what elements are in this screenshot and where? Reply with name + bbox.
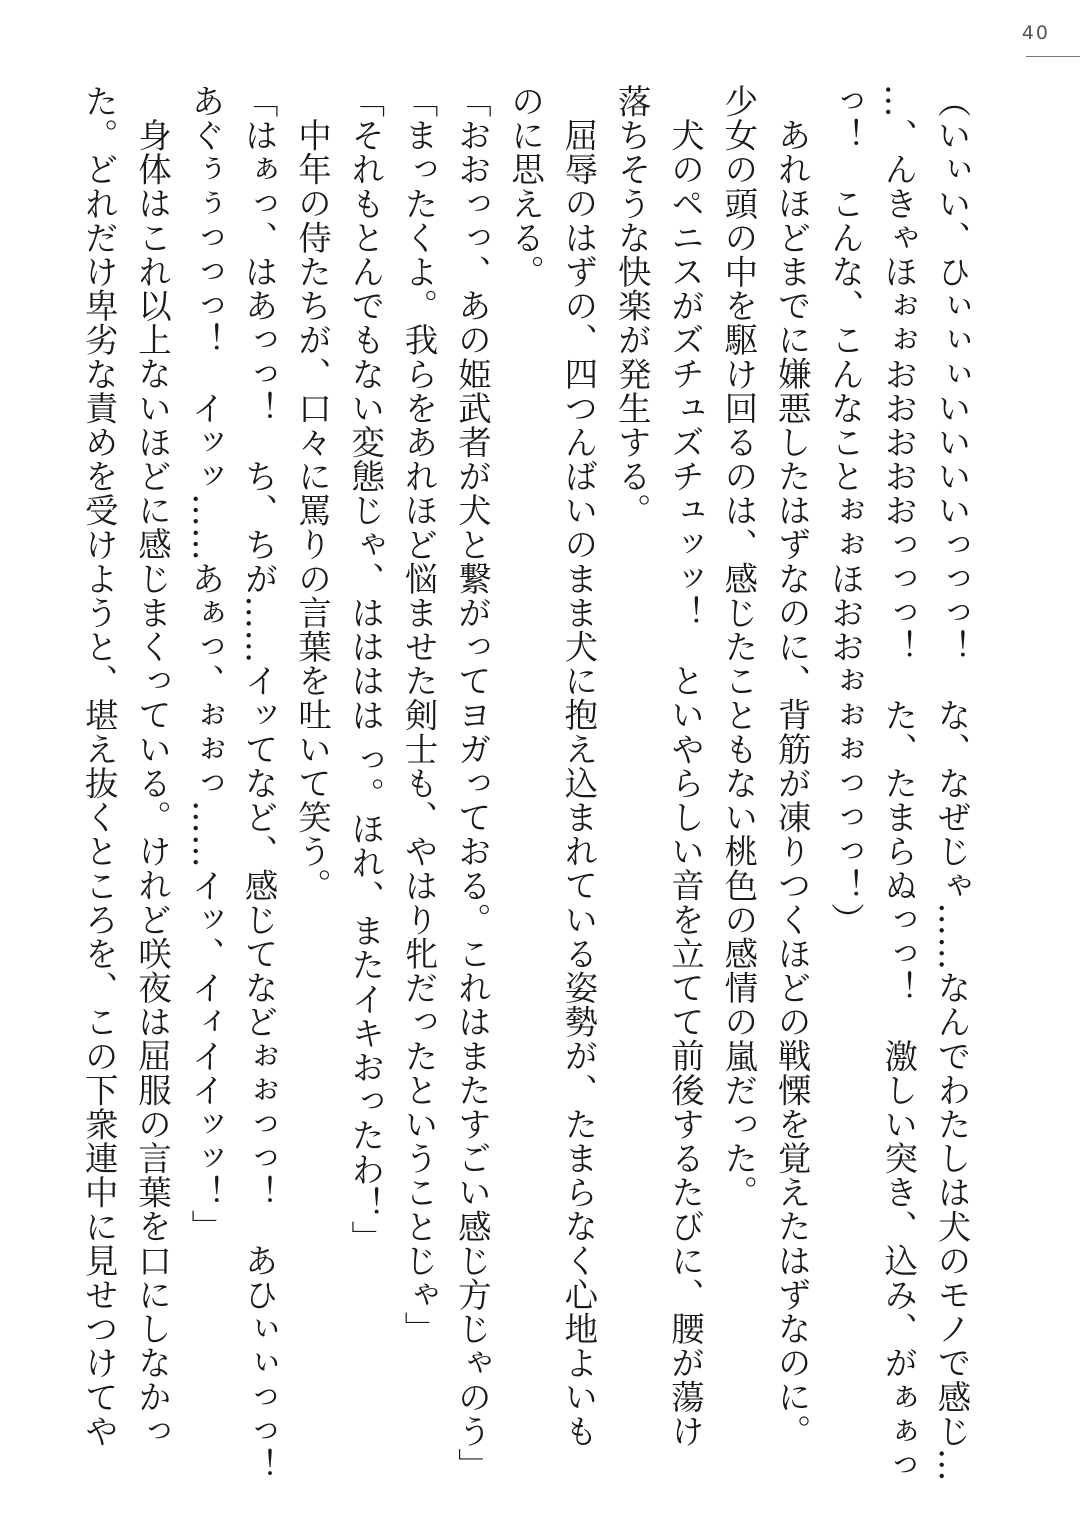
text-line: …、んきゃほぉぉおおおおおっっっ！ た、たまらぬっっ！ 激しい突き、込み、がぁぁっ <box>878 84 918 1483</box>
text-line: 中年の侍たちが、口々に罵りの言葉を吐いて笑う。 <box>292 117 332 902</box>
text-line: あれほどまでに嫌悪したはずなのに、背筋が凍りつくほどの戦慄を覚えたはずなのに。 <box>772 117 812 1448</box>
vertical-text-body <box>79 84 978 1483</box>
text-line: （いぃい、ひぃぃぃいいいいっっっ！ な、なぜじゃ……なんでわたしは犬のモノで感じ… <box>932 84 971 1483</box>
text-line: 「はぁっ、はあっっ！ ち、ちが……イッてなど、感じてなどぉぉっっ！ あひぃぃっっ！ <box>239 84 279 1483</box>
page-number: 40 <box>1021 22 1050 44</box>
text-line: 屈辱のはずの、四つんばいのまま犬に抱え込まれている姿勢が、たまらなく心地よいも <box>558 117 598 1448</box>
text-line: っ！ こんな、こんなことぉぉほおおぉぉぉっっっ！） <box>825 84 865 937</box>
text-line: 「おおっっ、あの姫武者が犬と繋がってヨガっておる。これはまたすごい感じ方じゃのう」 <box>452 84 492 1483</box>
text-line: あぐぅぅっっっ！ イッッ……あぁっ、ぉぉっ……イッ、イィイイッッ！」 <box>185 84 225 1244</box>
text-line: 犬のペニスがズチュズチュッッ！ といやらしい音を立てて前後するたびに、腰が蕩け <box>665 117 705 1448</box>
page-number-rule <box>1026 56 1080 57</box>
text-line: 「まったくよ。我らをあれほど悩ませた剣士も、やはり牝だったということじゃ」 <box>399 84 439 1346</box>
text-line: 落ちそうな快楽が発生する。 <box>612 84 652 528</box>
text-line: た。どれだけ卑劣な責めを受けようと、堪え抜くところを、この下衆連中に見せつけてや <box>79 84 119 1448</box>
text-line: 少女の頭の中を駆け回るのは、感じたこともない桃色の感情の嵐だった。 <box>718 84 758 1210</box>
text-line: のに思える。 <box>505 84 545 289</box>
text-line: 「それもとんでもない変態じゃ、はははは っ。ほれ、またイキおったわ！」 <box>345 84 385 1255</box>
text-line: 身体はこれ以上ないほどに感じまくっている。けれど咲夜は屈服の言葉を口にしなかっ <box>132 117 172 1448</box>
